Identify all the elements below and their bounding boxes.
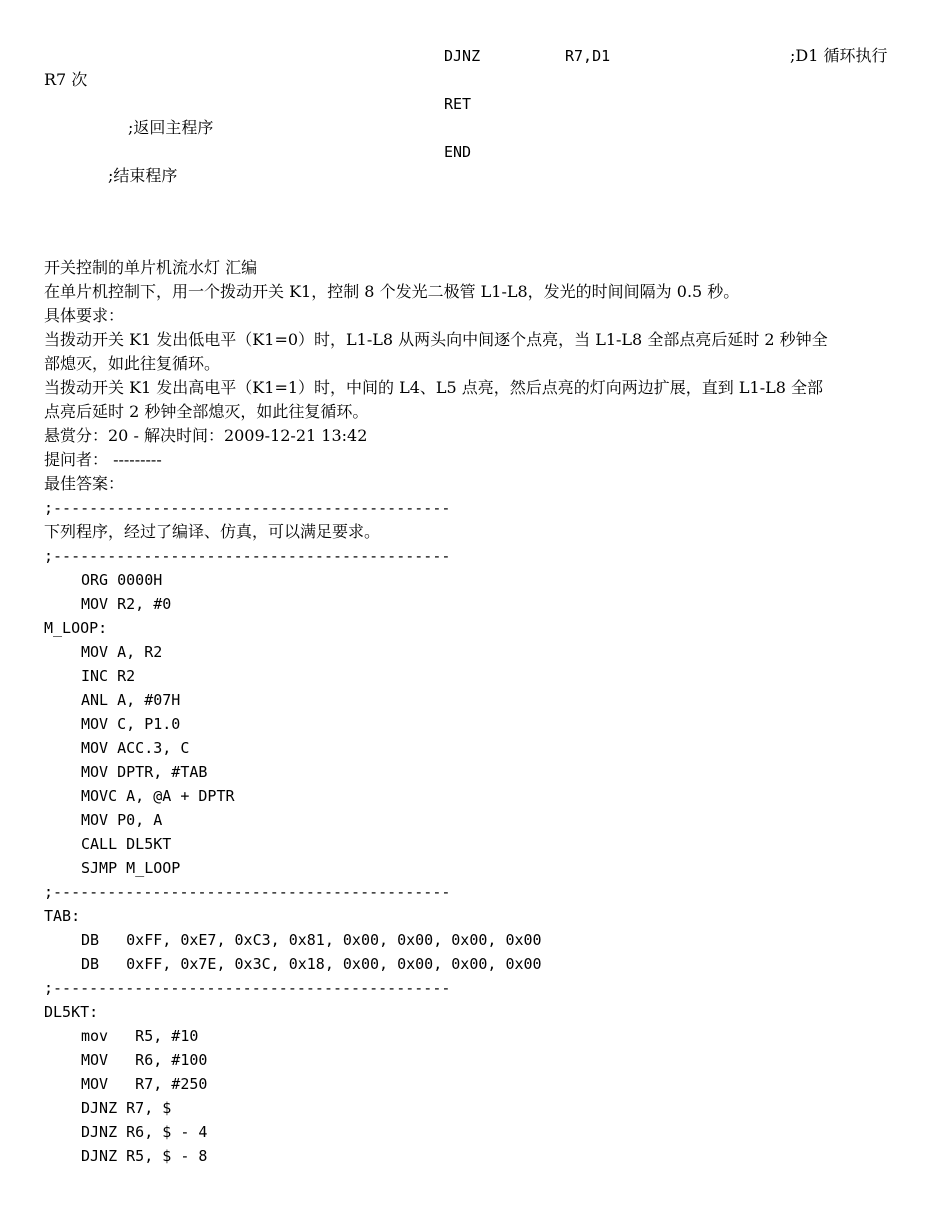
code-line: MOV R6, #100 — [81, 1051, 208, 1069]
requirement-2-line-2: 点亮后延时 2 秒钟全部熄灭，如此往复循环。 — [44, 402, 369, 421]
code-line: MOV P0, A — [81, 811, 163, 829]
requirement-1-line-2: 部熄灭，如此往复循环。 — [44, 354, 221, 373]
code-args-djnz: R7,D1 — [565, 47, 611, 65]
code-line: DJNZ R7, $ — [81, 1099, 172, 1117]
code-instr-end: END — [444, 143, 472, 161]
code-line: SJMP M_LOOP — [81, 859, 181, 877]
code-line: mov R5, #10 — [81, 1027, 199, 1045]
code-line: MOV C, P1.0 — [81, 715, 181, 733]
code-line: MOVC A, @A + DPTR — [81, 787, 235, 805]
code-separator: ;-------------------------------------------- — [44, 883, 451, 901]
code-line: MOV R7, #250 — [81, 1075, 208, 1093]
code-line: MOV R2, #0 — [81, 595, 172, 613]
code-line: INC R2 — [81, 667, 136, 685]
code-line: CALL DL5KT — [81, 835, 172, 853]
question-intro: 在单片机控制下，用一个拨动开关 K1，控制 8 个发光二极管 L1-L8，发光的时间间隔为 0.5 秒。 — [44, 282, 740, 301]
code-comment-djnz: ;D1 循环执行 — [790, 46, 888, 65]
requirements-heading: 具体要求： — [44, 306, 125, 325]
code-comment-ret: ;返回主程序 — [128, 118, 214, 137]
question-meta: 悬赏分：20 - 解决时间：2009-12-21 13:42 — [44, 426, 368, 445]
code-label-tab: TAB: — [44, 907, 81, 925]
question-title: 开关控制的单片机流水灯 汇编 — [44, 258, 258, 277]
code-line: ANL A, #07H — [81, 691, 181, 709]
best-answer-label: 最佳答案： — [44, 474, 125, 493]
answer-note: 下列程序，经过了编译、仿真，可以满足要求。 — [44, 522, 381, 541]
code-line: ORG 0000H — [81, 571, 163, 589]
code-comment-end: ;结束程序 — [108, 166, 178, 185]
asker: 提问者： --------- — [44, 450, 162, 469]
code-line: MOV ACC.3, C — [81, 739, 190, 757]
code-separator: ;-------------------------------------------- — [44, 547, 451, 565]
requirement-2-line-1: 当拨动开关 K1 发出高电平（K1=1）时，中间的 L4、L5 点亮，然后点亮的灯向两边扩展，直到 L1-L8 全部 — [44, 378, 823, 397]
code-separator: ;-------------------------------------------- — [44, 979, 451, 997]
code-line: DJNZ R6, $ - 4 — [81, 1123, 208, 1141]
code-comment-djnz-wrap: R7 次 — [44, 70, 88, 89]
code-separator: ;-------------------------------------------- — [44, 499, 451, 517]
code-line: MOV DPTR, #TAB — [81, 763, 208, 781]
code-line: MOV A, R2 — [81, 643, 163, 661]
code-line: DJNZ R5, $ - 8 — [81, 1147, 208, 1165]
code-data-row: DB 0xFF, 0x7E, 0x3C, 0x18, 0x00, 0x00, 0x00, 0x00 — [81, 955, 542, 973]
code-label: M_LOOP: — [44, 619, 108, 637]
code-label-delay: DL5KT: — [44, 1003, 99, 1021]
code-instr-djnz: DJNZ — [444, 47, 481, 65]
requirement-1-line-1: 当拨动开关 K1 发出低电平（K1=0）时，L1-L8 从两头向中间逐个点亮，当 L1-L8 全部点亮后延时 2 秒钟全 — [44, 330, 828, 349]
code-data-row: DB 0xFF, 0xE7, 0xC3, 0x81, 0x00, 0x00, 0x00, 0x00 — [81, 931, 542, 949]
code-instr-ret: RET — [444, 95, 472, 113]
